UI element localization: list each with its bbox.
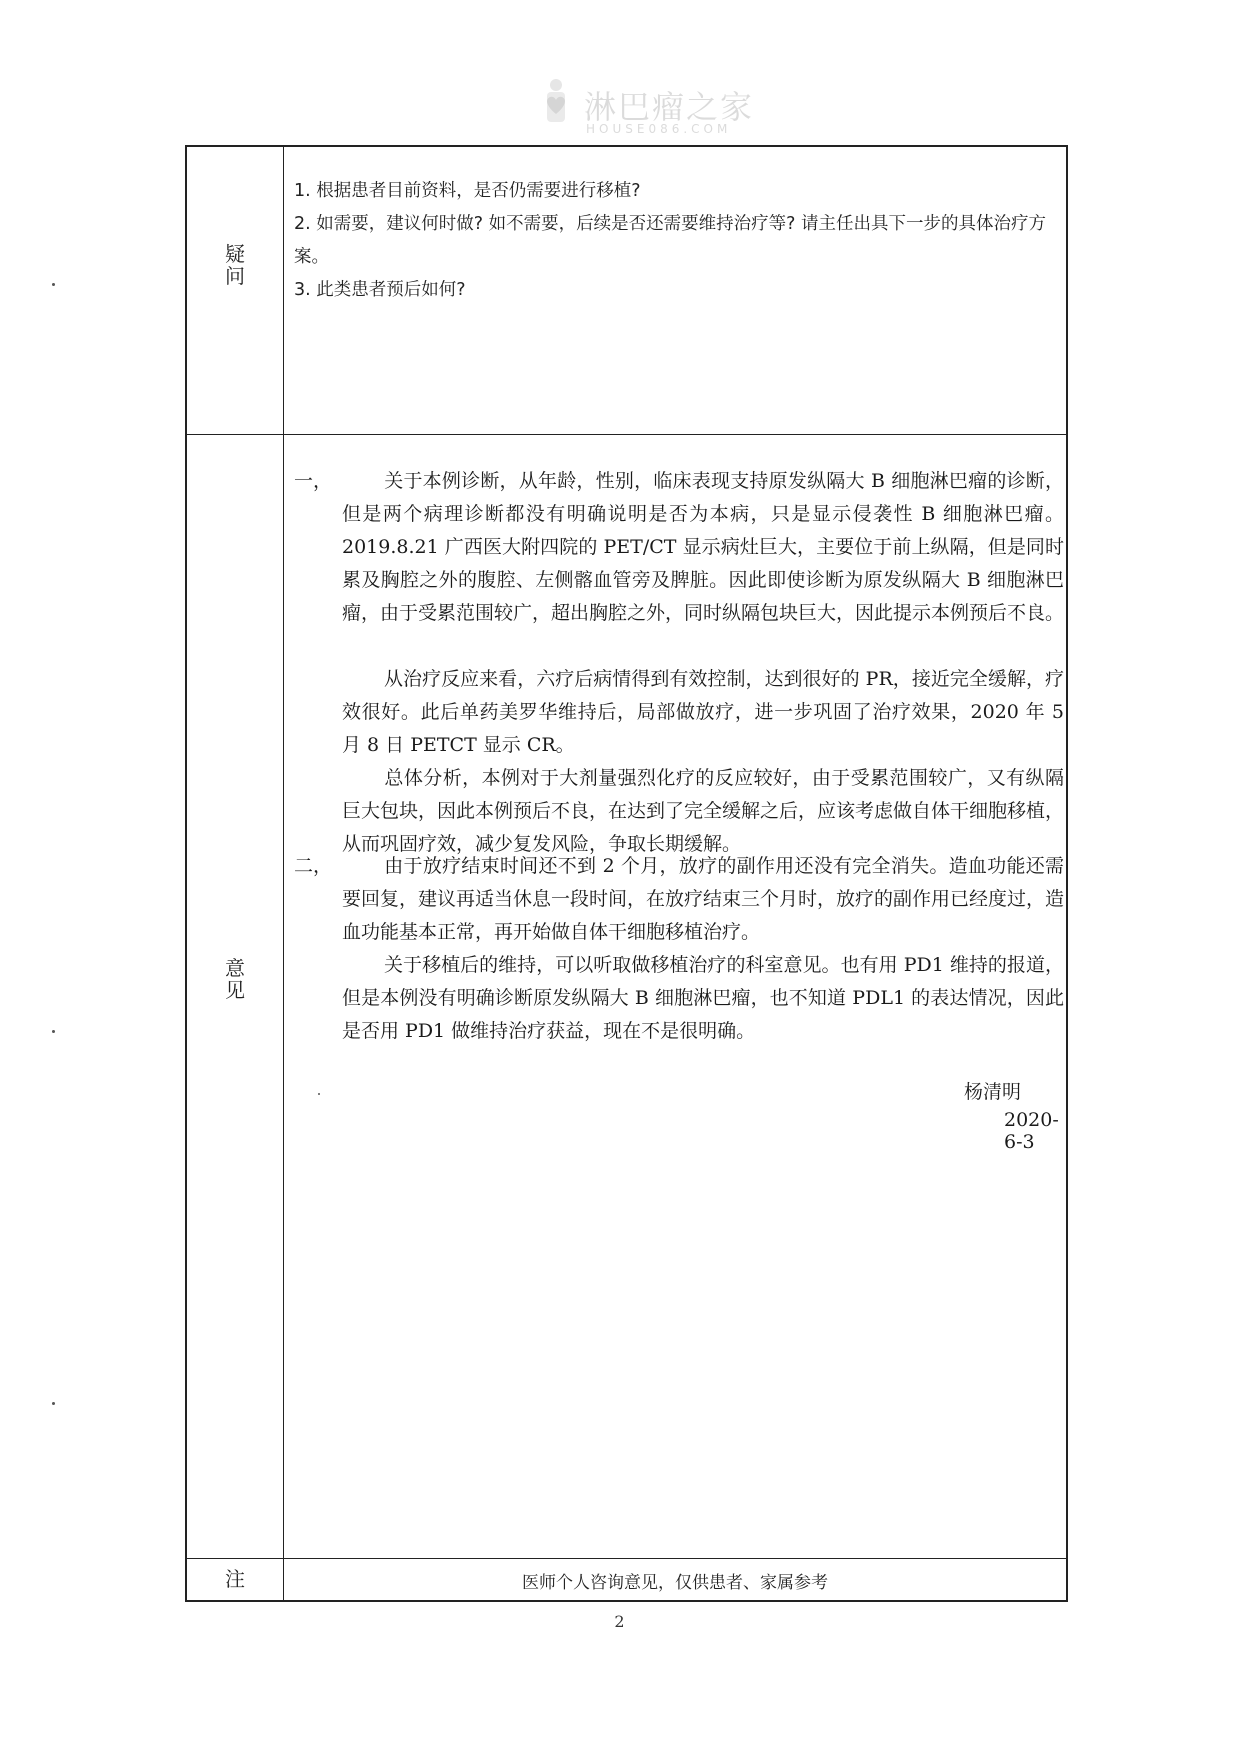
note-row [187, 1559, 1066, 1600]
opinion-paragraph: 关于本例诊断，从年龄，性别，临床表现支持原发纵隔大 B 细胞淋巴瘤的诊断，但是两个病理诊断都没有明确说明是否为本病，只是显示侵袭性 B 细胞淋巴瘤。2019.8.21 广西医大附四院的 PET/CT 显示病灶巨大，主要位于前上纵隔，但是同时累及胸腔之外的腹腔、左侧髂血管旁及脾脏。因此即使诊断为原发纵隔大 B 细胞淋巴瘤，由于受累范围较广，超出胸腔之外，同时纵隔包块巨大，因此提示本例预后不良。 [342, 470, 1065, 624]
opinion-label: 意见 [225, 956, 245, 1002]
watermark-brand: 淋巴瘤之家 [584, 88, 755, 126]
question-item: 3. 此类患者预后如何? [294, 280, 466, 300]
question-row [187, 147, 1066, 435]
question-content [284, 147, 1066, 434]
note-content [284, 1559, 1066, 1600]
question-item: 2. 如需要，建议何时做? 如不需要，后续是否还需要维持治疗等? 请主任出具下一步的具体治疗方案。 [294, 214, 1046, 267]
consultation-form [185, 145, 1068, 1602]
heart-figure-icon [536, 78, 576, 124]
note-text: 医师个人咨询意见，仅供患者、家属参考 [522, 1573, 828, 1593]
scan-speck [52, 1402, 55, 1405]
opinion-paragraph: 关于移植后的维持，可以听取做移植治疗的科室意见。也有用 PD1 维持的报道，但是本例没有明确诊断原发纵隔大 B 细胞淋巴瘤，也不知道 PDL1 的表达情况，因此是否用 PD1 做维持治疗获益，现在不是很明确。 [342, 954, 1064, 1042]
opinion-row [187, 435, 1066, 1559]
scan-speck [52, 1030, 55, 1033]
page-number: 2 [614, 1612, 625, 1631]
question-item: 1. 根据患者目前资料，是否仍需要进行移植? [294, 181, 641, 201]
note-label: 注 [225, 1567, 245, 1591]
scan-speck [52, 283, 55, 286]
opinion-paragraph: 总体分析，本例对于大剂量强烈化疗的反应较好，由于受累范围较广，又有纵隔巨大包块，因此本例预后不良，在达到了完全缓解之后，应该考虑做自体干细胞移植，从而巩固疗效，减少复发风险，争取长期缓解。 [342, 767, 1065, 855]
question-label-cell [187, 147, 284, 434]
section-marker-1: 一， [294, 470, 333, 492]
opinion-paragraph: 从治疗反应来看，六疗后病情得到有效控制，达到很好的 PR，接近完全缓解，疗效很好。此后单药美罗华维持后，局部做放疗，进一步巩固了治疗效果，2020 年 5 月 8 日 PETCT 显示 CR。 [342, 668, 1064, 756]
section-marker-2: 二， [294, 855, 333, 877]
opinion-content [284, 435, 1066, 1558]
signature-name: 杨清明 [964, 1081, 1022, 1103]
note-label-cell [187, 1559, 284, 1600]
opinion-paragraph: 由于放疗结束时间还不到 2 个月，放疗的副作用还没有完全消失。造血功能还需要回复，建议再适当休息一段时间，在放疗结束三个月时，放疗的副作用已经度过，造血功能基本正常，再开始做自体干细胞移植治疗。 [342, 855, 1065, 943]
watermark-url: HOUSE086.COM [586, 122, 732, 136]
scan-speck [318, 1093, 320, 1095]
watermark-logo [528, 68, 758, 148]
question-label: 疑问 [225, 242, 245, 288]
signature-date: 2020-6-3 [1004, 1109, 1059, 1153]
question-list [294, 175, 1064, 307]
opinion-label-cell [187, 435, 284, 1558]
